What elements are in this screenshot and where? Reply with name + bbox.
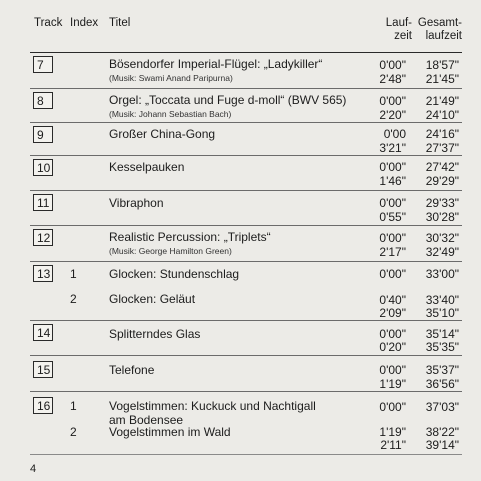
track-number: 16: [33, 397, 53, 414]
track-number: 8: [33, 92, 53, 109]
laufzeit-start: 0'00": [379, 267, 406, 281]
track-title: Vogelstimmen: Kuckuck und Nachtigall: [109, 399, 316, 413]
gesamt-end: 30'28": [425, 210, 459, 224]
row-divider: [30, 454, 462, 455]
gesamt-end: 32'49": [425, 245, 459, 259]
index-number: 1: [70, 267, 77, 281]
track-credit: (Musik: Swami Anand Paripurna): [109, 73, 233, 83]
gesamt-end: 27'37": [425, 141, 459, 155]
track-title-cont: am Bodensee: [109, 413, 184, 427]
laufzeit-length: 1'46": [379, 174, 406, 188]
track-number: 13: [33, 265, 53, 282]
laufzeit-start: 0'00": [379, 94, 406, 108]
track-title: Vogelstimmen im Wald: [109, 425, 231, 439]
track-title: Bösendorfer Imperial-Flügel: „Ladykiller“: [109, 57, 323, 71]
laufzeit-start: 0'00": [379, 160, 406, 174]
laufzeit-start: 0'40": [379, 293, 406, 307]
laufzeit-length: 0'20": [379, 340, 406, 354]
track-title: Splitterndes Glas: [109, 327, 201, 341]
gesamt-end: 35'35": [425, 340, 459, 354]
track-title: Vibraphon: [109, 196, 164, 210]
gesamt-start: 30'32": [425, 231, 459, 245]
laufzeit-start: 0'00": [379, 400, 406, 414]
laufzeit-length: 1'19": [379, 377, 406, 391]
gesamt-end: 21'45": [425, 72, 459, 86]
track-title: Glocken: Geläut: [109, 292, 196, 306]
laufzeit-start: 0'00": [379, 327, 406, 341]
gesamt-start: 24'16": [425, 127, 459, 141]
laufzeit-start: 1'19": [379, 425, 406, 439]
gesamt-start: 18'57": [425, 58, 459, 72]
gesamt-end: 29'29": [425, 174, 459, 188]
index-number: 2: [70, 425, 77, 439]
gesamt-start: 33'40": [425, 293, 459, 307]
gesamt-end: 36'56": [425, 377, 459, 391]
header-gesamt-line2: laufzeit: [425, 30, 462, 42]
header-laufzeit: [372, 17, 412, 43]
track-title: Telefone: [109, 363, 155, 377]
header-laufzeit-line2: zeit: [394, 30, 412, 42]
header-index: Index: [70, 17, 99, 29]
laufzeit-length: 2'17": [379, 245, 406, 259]
laufzeit-length: 2'11": [380, 438, 406, 452]
track-title: Realistic Percussion: „Triplets“: [109, 230, 271, 244]
laufzeit-length: 2'48": [379, 72, 406, 86]
track-title: Glocken: Stundenschlag: [109, 267, 240, 281]
gesamt-end: 35'10": [425, 306, 459, 320]
track-number: 9: [33, 126, 53, 143]
laufzeit-length: 0'55": [379, 210, 406, 224]
gesamt-start: 38'22": [425, 425, 459, 439]
header-gesamtlaufzeit: [412, 17, 462, 43]
laufzeit-start: 0'00": [379, 196, 406, 210]
table-row: [30, 226, 462, 262]
header-laufzeit-line1: Lauf-: [385, 17, 412, 29]
header-track: Track: [34, 17, 63, 29]
header-title: Titel: [109, 17, 131, 29]
gesamt-start: 35'37": [425, 363, 459, 377]
laufzeit-length: 3'21": [379, 141, 406, 155]
gesamt-start: 37'03": [425, 400, 459, 414]
gesamt-start: 27'42": [425, 160, 459, 174]
track-number: 15: [33, 361, 53, 378]
table-row: [30, 356, 462, 392]
track-title: Großer China-Gong: [109, 127, 216, 141]
track-number: 14: [33, 324, 53, 341]
track-title: Orgel: „Toccata und Fuge d-moll“ (BWV 565): [109, 93, 347, 107]
laufzeit-length: 2'09": [379, 306, 406, 320]
table-header: [0, 16, 481, 56]
table-row: [30, 123, 462, 157]
page-number: 4: [30, 463, 37, 475]
laufzeit-start: 0'00": [379, 363, 406, 377]
table-row: [30, 191, 462, 225]
track-credit: (Musik: George Hamilton Green): [109, 246, 232, 256]
track-credit: (Musik: Johann Sebastian Bach): [109, 109, 232, 119]
index-number: 2: [70, 292, 77, 306]
laufzeit-start: 0'00": [379, 58, 406, 72]
laufzeit-start: 0'00": [379, 231, 406, 245]
header-gesamt-line1: Gesamt-: [417, 17, 462, 29]
gesamt-end: 39'14": [425, 438, 459, 452]
track-number: 10: [33, 159, 53, 176]
table-row: [30, 392, 462, 454]
table-row: [30, 262, 462, 322]
table-row: [30, 321, 462, 357]
gesamt-start: 21'49": [425, 94, 459, 108]
gesamt-start: 35'14": [425, 327, 459, 341]
table-row: [30, 156, 462, 190]
gesamt-start: 29'33": [425, 196, 459, 210]
track-number: 11: [33, 194, 53, 211]
gesamt-end: 24'10": [425, 108, 459, 122]
track-title: Kesselpauken: [109, 160, 185, 174]
gesamt-start: 33'00": [425, 267, 459, 281]
track-number: 12: [33, 229, 53, 246]
index-number: 1: [70, 399, 77, 413]
track-number: 7: [33, 56, 53, 73]
laufzeit-length: 2'20": [379, 108, 406, 122]
laufzeit-start: 0'00: [383, 127, 406, 141]
